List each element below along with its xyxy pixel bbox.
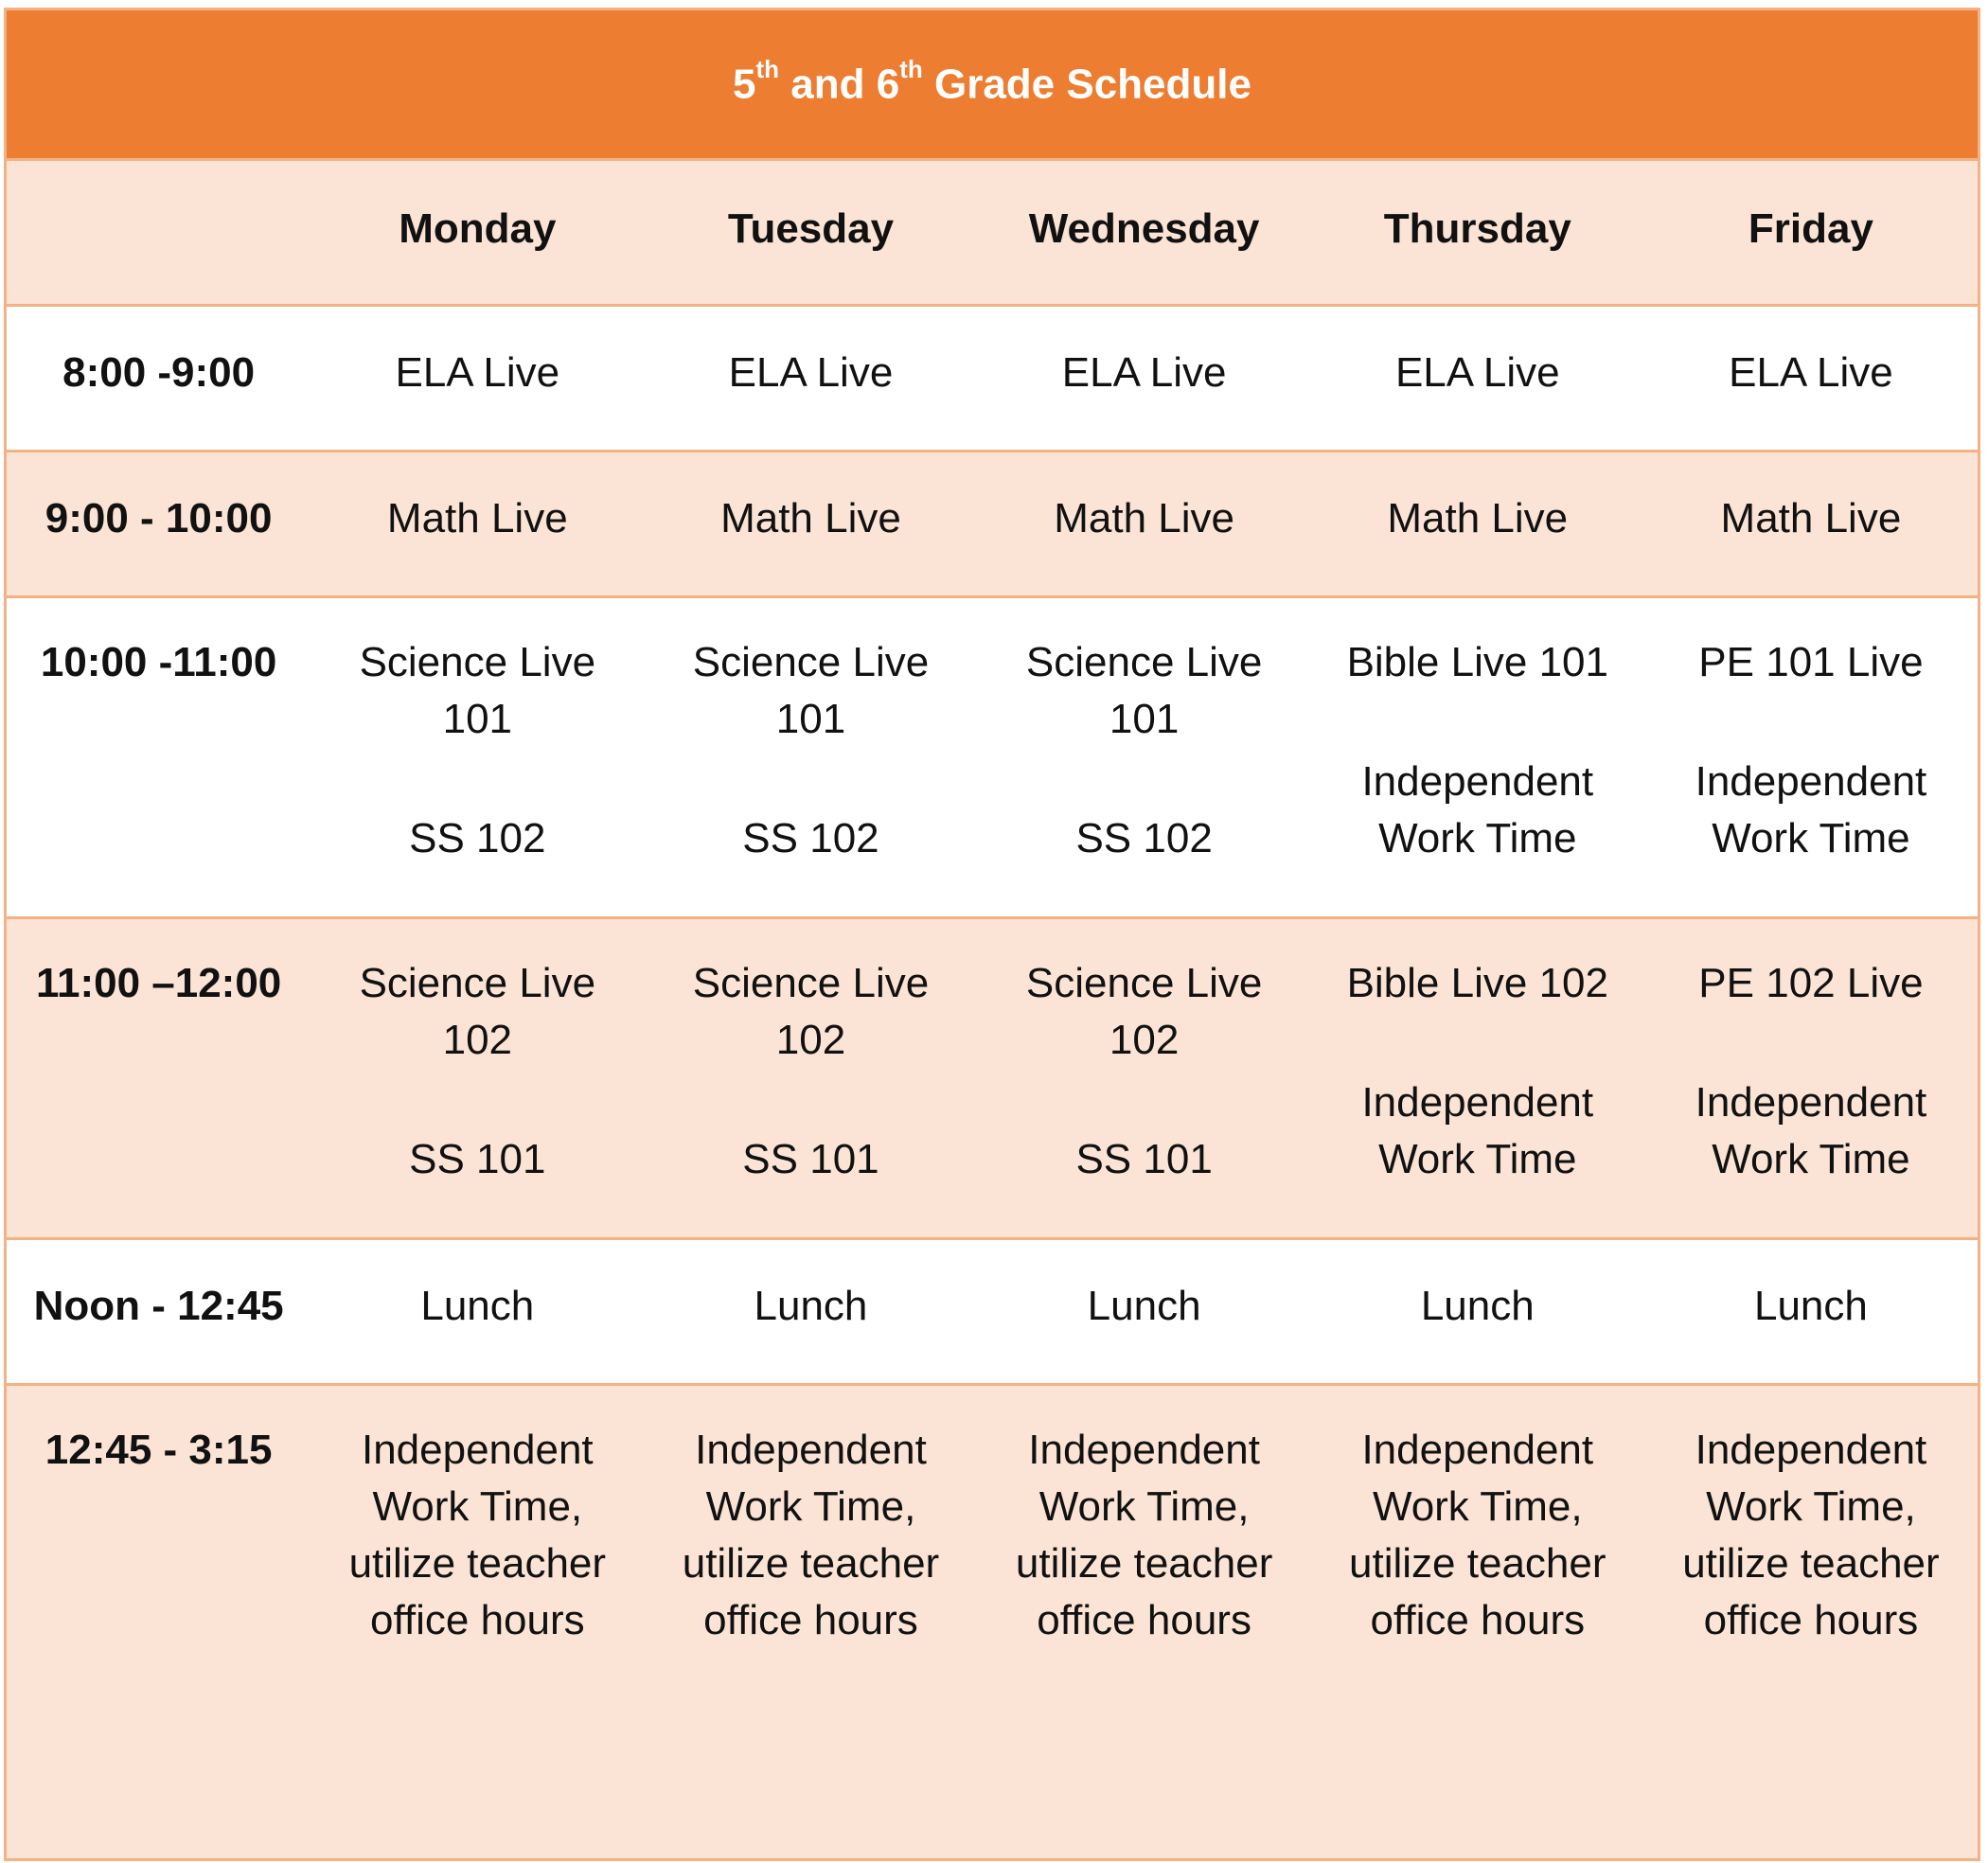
time-cell: Noon - 12:45 xyxy=(33,1283,284,1329)
schedule-cell: ELA Live xyxy=(1729,349,1893,396)
table-row xyxy=(7,450,1978,595)
schedule-cell xyxy=(978,598,1311,916)
cell-line: utilize teacher xyxy=(1349,1540,1606,1587)
schedule-cell: Lunch xyxy=(1087,1283,1201,1329)
header-time-cell xyxy=(7,161,311,304)
time-cell: 12:45 - 3:15 xyxy=(44,1427,273,1473)
schedule-cell xyxy=(978,919,1311,1237)
schedule-cell: Lunch xyxy=(1753,1283,1868,1329)
cell-line: PE 101 Live xyxy=(1698,639,1924,685)
cell-line: Work Time xyxy=(1712,815,1910,861)
cell-line: Science Live xyxy=(359,960,596,1006)
schedule-cell xyxy=(1644,598,1978,916)
schedule-cell: Math Live xyxy=(1720,495,1902,541)
cell-line: Independent xyxy=(1695,758,1927,805)
schedule-cell: Lunch xyxy=(420,1283,535,1329)
schedule-cell: Lunch xyxy=(754,1283,868,1329)
schedule-cell: ELA Live xyxy=(1061,349,1227,396)
cell-line: Work Time, xyxy=(1372,1483,1583,1530)
time-cell: 8:00 -9:00 xyxy=(62,349,256,396)
schedule-cell: ELA Live xyxy=(395,349,560,396)
header-day-thursday: Thursday xyxy=(1383,205,1571,252)
table-row xyxy=(7,595,1978,916)
cell-line: PE 102 Live xyxy=(1698,960,1924,1006)
header-day-tuesday: Tuesday xyxy=(727,205,895,252)
cell-line: Science Live xyxy=(692,960,930,1006)
cell-line: Independent xyxy=(1695,1079,1927,1126)
cell-line: SS 102 xyxy=(409,815,546,861)
table-row xyxy=(7,304,1978,450)
cell-line: Work Time xyxy=(1378,1136,1577,1182)
cell-line: Independent xyxy=(1361,1427,1594,1473)
table-row xyxy=(7,916,1978,1237)
table-row xyxy=(7,1237,1978,1383)
schedule-cell xyxy=(644,1386,977,1858)
schedule-cell: Lunch xyxy=(1420,1283,1535,1329)
schedule-cell xyxy=(978,1386,1311,1858)
cell-line: 102 xyxy=(775,1017,846,1063)
schedule-cell xyxy=(1644,1386,1978,1858)
cell-line: Science Live xyxy=(359,639,596,685)
cell-line: Work Time, xyxy=(1038,1483,1250,1530)
cell-line: Independent xyxy=(1695,1427,1927,1473)
header-day-wednesday: Wednesday xyxy=(1028,205,1260,252)
cell-line: utilize teacher xyxy=(682,1540,940,1587)
schedule-title xyxy=(7,10,1978,158)
cell-line: SS 102 xyxy=(1075,815,1213,861)
schedule-cell xyxy=(1311,598,1644,916)
cell-line: Science Live xyxy=(1025,639,1263,685)
schedule-cell: ELA Live xyxy=(728,349,894,396)
cell-line: utilize teacher xyxy=(1682,1540,1940,1587)
cell-line: office hours xyxy=(1703,1597,1919,1643)
schedule-cell xyxy=(1311,919,1644,1237)
cell-line: office hours xyxy=(1370,1597,1586,1643)
cell-line: SS 102 xyxy=(742,815,879,861)
schedule-cell: Math Live xyxy=(386,495,568,541)
table-row xyxy=(7,1383,1978,1858)
cell-line: utilize teacher xyxy=(348,1540,607,1587)
cell-line: SS 101 xyxy=(1075,1136,1213,1182)
cell-line: Independent xyxy=(695,1427,927,1473)
cell-line: 101 xyxy=(775,696,846,742)
cell-line: SS 101 xyxy=(409,1136,546,1182)
time-cell: 10:00 -11:00 xyxy=(40,639,277,685)
schedule-cell xyxy=(311,598,644,916)
cell-line: office hours xyxy=(1037,1597,1251,1643)
cell-line: Work Time, xyxy=(1706,1483,1916,1530)
cell-line: Work Time, xyxy=(372,1483,583,1530)
cell-line: 102 xyxy=(442,1017,513,1063)
cell-line: Independent xyxy=(1361,758,1594,805)
cell-line: Independent xyxy=(1028,1427,1260,1473)
cell-line: SS 101 xyxy=(742,1136,879,1182)
schedule-cell: Math Live xyxy=(720,495,901,541)
cell-line: utilize teacher xyxy=(1015,1540,1273,1587)
header-day-monday: Monday xyxy=(399,205,557,252)
cell-line: 101 xyxy=(1109,696,1180,742)
cell-line: Work Time, xyxy=(705,1483,916,1530)
cell-line: office hours xyxy=(369,1597,585,1643)
schedule-table xyxy=(4,8,1980,1861)
cell-line: Work Time xyxy=(1712,1136,1910,1182)
schedule-cell: Math Live xyxy=(1387,495,1569,541)
schedule-cell xyxy=(644,919,977,1237)
schedule-cell xyxy=(1311,1386,1644,1858)
header-row xyxy=(7,158,1978,304)
cell-line: Independent xyxy=(1361,1079,1594,1126)
time-cell: 11:00 –12:00 xyxy=(35,960,282,1006)
cell-line: office hours xyxy=(703,1597,918,1643)
cell-line: Science Live xyxy=(692,639,930,685)
cell-line: Independent xyxy=(361,1427,594,1473)
cell-line: Science Live xyxy=(1025,960,1263,1006)
cell-line: 102 xyxy=(1109,1017,1180,1063)
schedule-cell xyxy=(644,598,977,916)
schedule-cell xyxy=(311,919,644,1237)
schedule-cell xyxy=(311,1386,644,1858)
cell-line: Bible Live 102 xyxy=(1346,960,1608,1006)
schedule-cell: ELA Live xyxy=(1394,349,1560,396)
cell-line: Bible Live 101 xyxy=(1346,639,1608,685)
schedule-cell xyxy=(1644,919,1978,1237)
header-day-friday: Friday xyxy=(1748,205,1873,252)
cell-line: Work Time xyxy=(1378,815,1577,861)
cell-line: 101 xyxy=(442,696,513,742)
schedule-cell: Math Live xyxy=(1054,495,1234,541)
title-text: 5th and 6th Grade Schedule xyxy=(733,54,1251,108)
time-cell: 9:00 - 10:00 xyxy=(44,495,273,541)
